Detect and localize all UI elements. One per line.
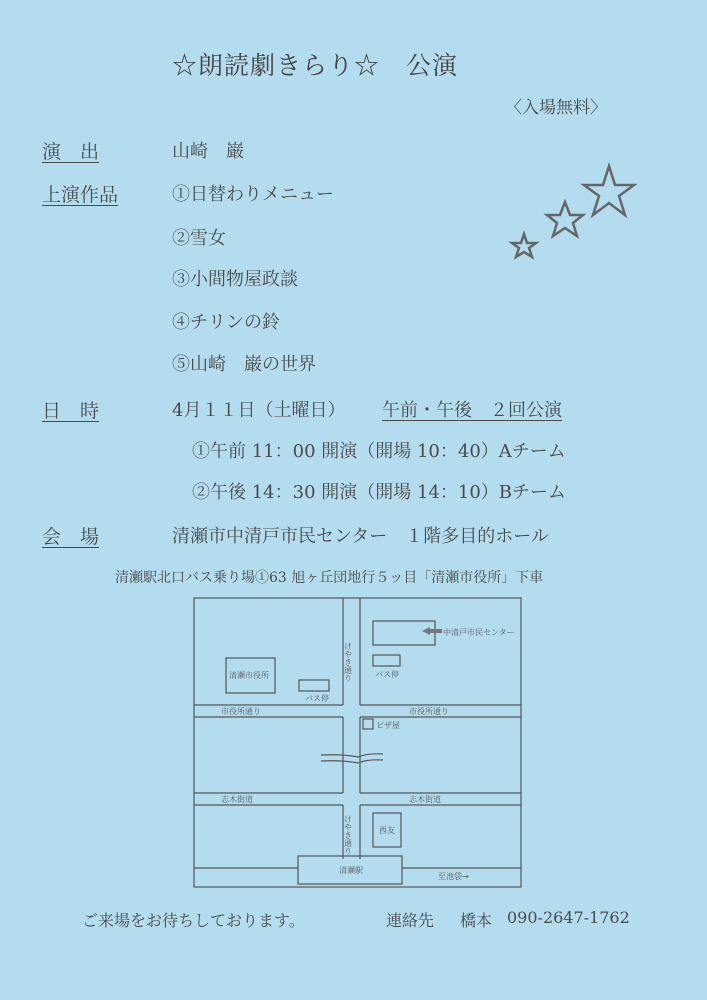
map-label-shiki: 志木街道	[221, 795, 253, 804]
contact-label: 連絡先	[386, 911, 435, 930]
work-item: ⑤山崎 巌の世界	[172, 354, 316, 375]
map-label-shiyakusho: 市役所通り	[221, 707, 261, 716]
decorative-stars-icon	[505, 158, 645, 263]
show-time: ①午前 11：00 開演（開場 10：40）Aチーム	[192, 441, 566, 462]
work-item: ②雪女	[172, 228, 226, 249]
map-label-center: 中清戸市民センター	[443, 628, 515, 637]
page-title: ☆朗読劇きらり☆ 公演	[172, 51, 459, 80]
map-label-keyaki: けやき通り	[343, 815, 353, 855]
map-label-city-hall: 清瀬市役所	[229, 671, 269, 680]
work-item: ④チリンの鈴	[172, 312, 280, 333]
map-label-bus-stop: バス停	[375, 670, 399, 679]
director-label: 演 出	[42, 141, 100, 163]
contact-phone: 090-2647-1762	[507, 908, 630, 927]
welcome-message: ご来場をお待ちしております。	[82, 911, 305, 930]
map-label-pizza: ピザ屋	[376, 721, 400, 730]
access-directions: 清瀬駅北口バス乗り場①63 旭ヶ丘団地行５ッ目「清瀬市役所」下車	[115, 570, 544, 586]
performance-summary: 午前・午後 ２回公演	[382, 400, 562, 421]
director-name: 山崎 巌	[172, 141, 244, 162]
event-date: 4月１１日（土曜日）	[172, 400, 346, 421]
venue-label: 会 場	[42, 526, 100, 548]
work-item: ①日替わりメニュー	[172, 184, 334, 205]
map-label-station: 清瀬駅	[339, 866, 363, 875]
map-label-ikebukuro: 至池袋→	[438, 872, 469, 881]
map-label-seiyu: 西友	[379, 826, 395, 835]
works-label: 上演作品	[42, 184, 119, 206]
datetime-label: 日 時	[42, 400, 100, 422]
show-time: ②午後 14：30 開演（開場 14：10）Bチーム	[192, 482, 567, 503]
work-item: ③小間物屋政談	[172, 269, 298, 290]
map-label-shiki: 志木街道	[409, 795, 441, 804]
venue-name: 清瀬市中清戸市民センター １階多目的ホール	[172, 526, 549, 547]
contact-name: 橋本	[460, 911, 493, 930]
map-label-keyaki: けやき通り	[343, 642, 353, 682]
venue-map	[193, 597, 523, 889]
map-label-bus-stop: バス停	[305, 694, 329, 703]
map-label-shiyakusho: 市役所通り	[409, 707, 449, 716]
admission-note: 〈入場無料〉	[505, 98, 607, 118]
